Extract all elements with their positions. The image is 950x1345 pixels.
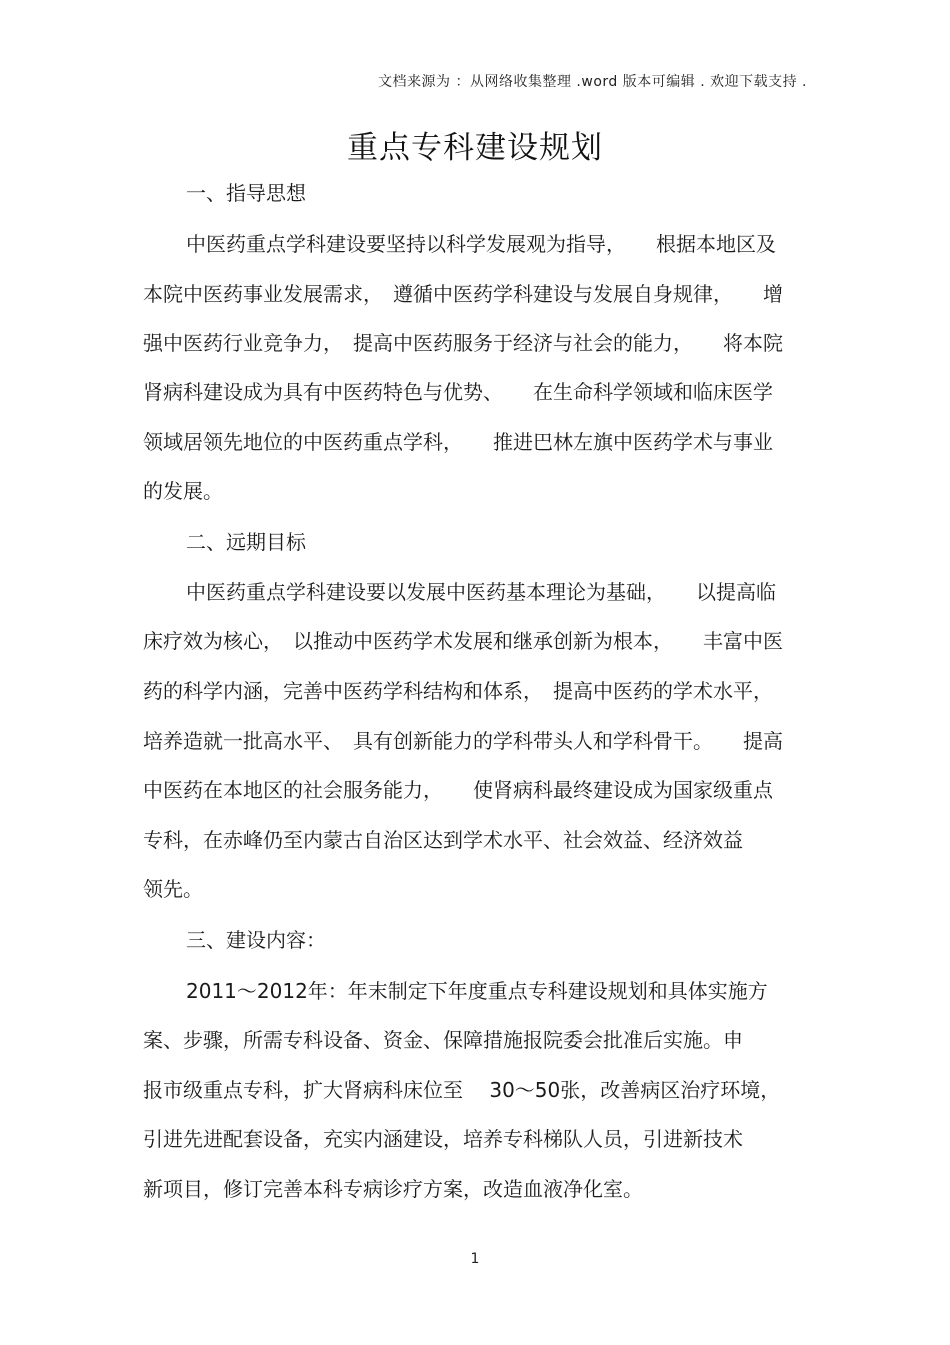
page-number: 1 (470, 1251, 480, 1267)
section-heading-1: 一、指导思想 (186, 181, 306, 205)
paragraph-line: 培养造就一批高水平、 具有创新能力的学科带头人和学科骨干。 提高 (143, 729, 783, 753)
paragraph-line: 案、步骤，所需专科设备、资金、保障措施报院委会批准后实施。申 (143, 1028, 743, 1052)
paragraph-line: 的发展。 (143, 479, 223, 503)
paragraph-line: 本院中医药事业发展需求， 遵循中医药学科建设与发展自身规律， 增 (143, 282, 783, 306)
paragraph-line: 领域居领先地位的中医药重点学科， 推进巴林左旗中医药学术与事业 (143, 430, 773, 454)
paragraph-line: 肾病科建设成为具有中医药特色与优势、 在生命科学领域和临床医学 (143, 380, 773, 404)
paragraph-line: 报市级重点专科，扩大肾病科床位至 30～50张，改善病区治疗环境， (143, 1078, 781, 1102)
paragraph-line: 中医药重点学科建设要坚持以科学发展观为指导， 根据本地区及 (186, 232, 776, 256)
paragraph-line: 中医药在本地区的社会服务能力， 使肾病科最终建设成为国家级重点 (143, 778, 773, 802)
section-heading-2: 二、远期目标 (186, 530, 306, 554)
paragraph-line: 中医药重点学科建设要以发展中医药基本理论为基础， 以提高临 (186, 580, 776, 604)
paragraph-line: 领先。 (143, 877, 203, 901)
paragraph-line: 强中医药行业竞争力， 提高中医药服务于经济与社会的能力， 将本院 (143, 331, 783, 355)
paragraph-line: 药的科学内涵，完善中医药学科结构和体系， 提高中医药的学术水平， (143, 679, 773, 703)
paragraph-line: 床疗效为核心， 以推动中医药学术发展和继承创新为根本， 丰富中医 (143, 629, 783, 653)
section-heading-3: 三、建设内容： (186, 928, 326, 952)
document-title: 重点专科建设规划 (347, 130, 603, 166)
header-note: 文档来源为 ：从网络收集整理 .word 版本可编辑 . 欢迎下载支持 . (378, 74, 807, 90)
paragraph-line: 专科，在赤峰仍至内蒙古自治区达到学术水平、社会效益、经济效益 (143, 828, 743, 852)
paragraph-line: 新项目，修订完善本科专病诊疗方案，改造血液净化室。 (143, 1177, 643, 1201)
paragraph-line: 2011～2012年：年末制定下年度重点专科建设规划和具体实施方 (186, 979, 768, 1003)
paragraph-line: 引进先进配套设备，充实内涵建设，培养专科梯队人员，引进新技术 (143, 1127, 743, 1151)
